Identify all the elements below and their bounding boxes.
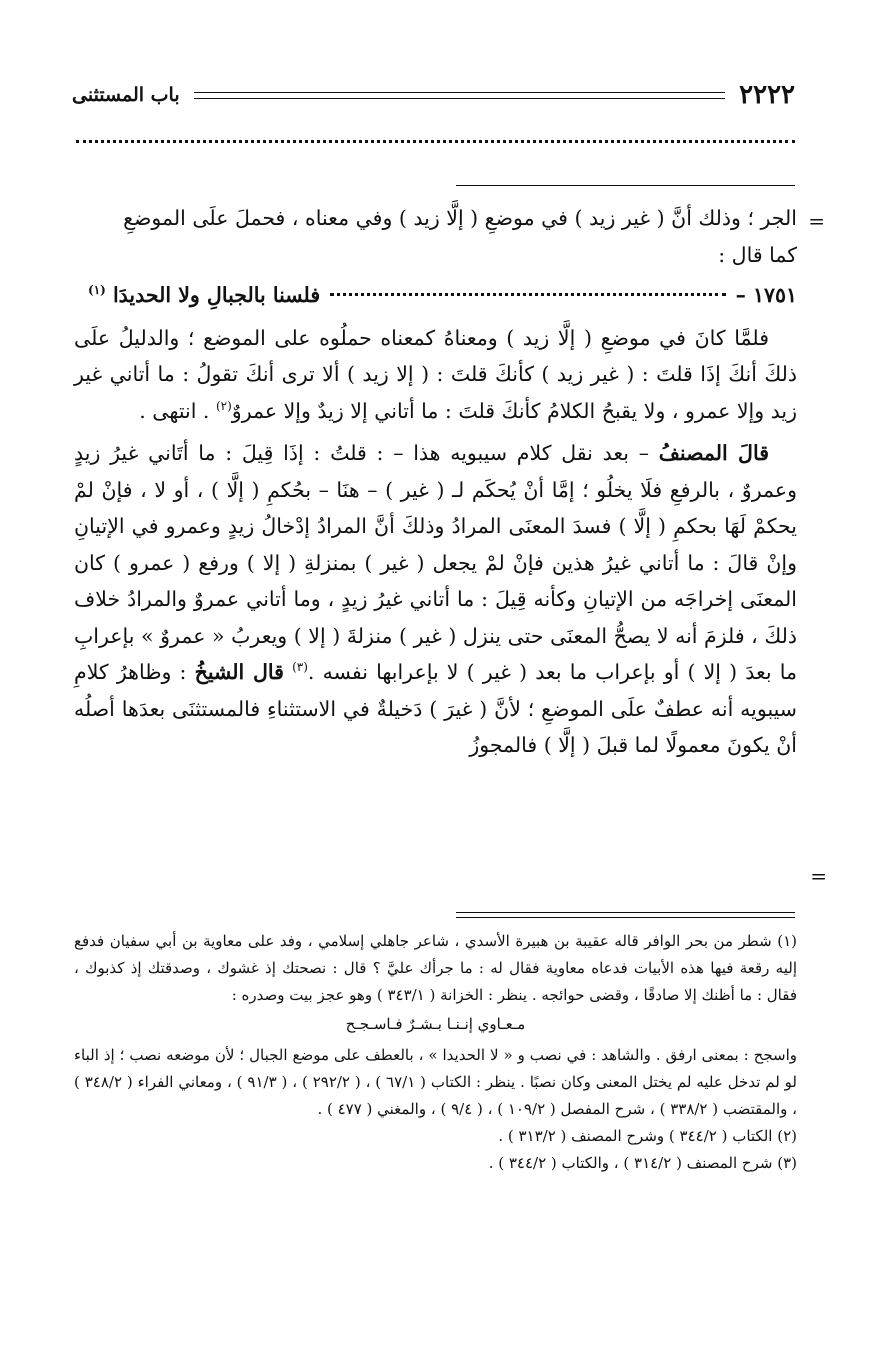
verse-text <box>88 277 320 314</box>
footnote-3: (٣) شرح المصنف ( ٣١٤/٢ ) ، والكتاب ( ٣٤٤/٢ ) . <box>488 1154 797 1172</box>
paragraph-1-text: فلمَّا كانَ في موضعِ ( إلَّا زيد ) ومعناهُ كمعناه حملُوه على الموضع ؛ والدليلُ علَى ذلكَ أنكَ إذَا قلتَ : ( غير زيد ) كأنكَ قلتَ : ( إلا زيد ) ألا ترى أنكَ تقولُ : ما أتاني غير زيد وإلا عمرو ، ولا يقبحُ الكلامُ كأنكَ قلتَ : ما أتاني إلا زيدٌ وإلا عمروٌ <box>74 325 797 423</box>
short-rule <box>456 185 795 186</box>
dotted-separator <box>76 140 795 143</box>
page-header <box>72 78 795 112</box>
footnote-rule <box>456 912 795 918</box>
running-title: باب المستثنى <box>72 84 180 106</box>
paragraph-2-text: – بعد نقل كلام سيبويه هذا – : قلتُ : إذَا قِيلَ : ما أتَاني غيرُ زيدٍ وعمروٌ ، بالرفعِ فلَا يخلُو ؛ إمَّا أنْ يُحكَم لـ ( غير ) – هنَا – بحُكمِ ( إلَّا ) ، أو لا ، فإنْ لمْ يحكمْ لَهَا بحكمِ ( إلَّا ) فسدَ المعنَى المرادُ وذلكَ أنَّ المرادُ إدْخالُ زيدٍ وعمرو في الإتيانِ وإنْ قالَ : ما أتاني غيرُ هذين فإنْ لمْ يجعل ( غير ) بمنزلةِ ( إلا ) ورفع ( عمرو ) كان المعنَى إخراجَه من الإتيانِ وكأنه قِيلَ : ما أتاني غيرُ زيدٍ ، وما أتاني عمروٌ والمرادُ خلاف ذلكَ ، فلزمَ أنه لا يصحُّ المعنَى حتى ينزل ( غير ) منزلةَ ( إلا ) ويعربُ « عمروٌ » بإعرابِ ما بعدَ ( إلا ) أو بإعراب ما بعد ( غير ) لا بإعرابها نفسه . <box>74 441 797 684</box>
verse-number: ١٧٥١ – <box>735 283 797 307</box>
continuation-mark-bottom: = <box>810 864 827 888</box>
footnote-ref-3: (٣) <box>292 660 308 675</box>
footnote-1: (١) شطر من بحر الوافر قاله عقيبة بن هبيرة الأسدي ، شاعر جاهلي إسلامي ، وفد على معاوية بن أبي سفيان فدفع إليه رقعة فيها هذه الأبيات فدعاه معاوية فقال له : ما جرأك عليَّ ؟ قال : نصحتك إذ غشوك ، وصدقتك إذ كذبوك ، فقال : ما أظنك إلا صادقًا ، وقضى حوائجه . ينظر : الخزانة ( ٣٤٣/١ ) وهو عجز بيت وصدره : <box>74 932 797 1004</box>
footnote-1-poem: مـعـاوي إنـنـا بـشـرٌ فـاسـجـح <box>345 1015 526 1033</box>
verse-line <box>74 277 797 314</box>
verse-dots <box>330 293 725 296</box>
paragraph-2 <box>74 435 797 764</box>
intro-line-2: كما قال : <box>718 242 797 267</box>
paragraph-1-end: . انتهى . <box>139 398 216 423</box>
intro-line-1: الجر ؛ وذلك أنَّ ( غير زيد ) في موضعِ ( إلَّا زيد ) وفي معناه ، فحملَ علَى الموضعِ <box>123 206 797 230</box>
intro-paragraph <box>74 200 797 273</box>
paragraph-3-text: : وظاهرُ كلامِ سيبويه أنه عطفٌ علَى الموضعِ ؛ لأنَّ ( غيرَ ) دَخيلةٌ في الاستثناءِ فالمستثنَى بعدَها أصلُه أنْ يكونَ معمولًا لما قبلَ ( إلَّا ) فالمجوزُ <box>74 660 797 757</box>
footnote-ref-2: (٢) <box>215 398 232 413</box>
speaker-author: قالَ المصنفُ <box>658 441 769 465</box>
paragraph-1 <box>74 320 797 430</box>
verse-footnote-ref: (١) <box>88 283 106 298</box>
footnotes <box>74 928 797 1177</box>
main-text <box>74 200 797 764</box>
speaker-sheikh: قال الشيخُ <box>194 660 284 684</box>
footnote-2: (٢) الكتاب ( ٣٤٤/٢ ) وشرح المصنف ( ٣١٣/٢ ) . <box>498 1127 797 1145</box>
footnote-1-continued: واسجح : بمعنى ارفق . والشاهد : في نصب و « لا الحديدا » ، بالعطف على موضع الجبال ؛ لأن موضعه نصب ؛ إذ الباء لو لم تدخل عليه لم يختل المعنى وكان نصبًا . ينظر : الكتاب ( ٦٧/١ ) ، ( ٢٩٢/٢ ) ، ( ٩١/٣ ) ، ومعاني الفراء ( ٣٤٨/٢ ) ، والمقتضب ( ٣٣٨/٢ ) ، شرح المفصل ( ١٠٩/٢ ) ، ( ٩/٤ ) ، والمغني ( ٤٧٧ ) . <box>74 1046 797 1118</box>
continuation-mark-top: = <box>808 209 825 233</box>
page-number: ٢٢٢٢ <box>739 80 795 110</box>
header-rule <box>194 92 726 99</box>
verse-quote: فلسنا بالجبالِ ولا الحديدَا <box>112 283 321 307</box>
